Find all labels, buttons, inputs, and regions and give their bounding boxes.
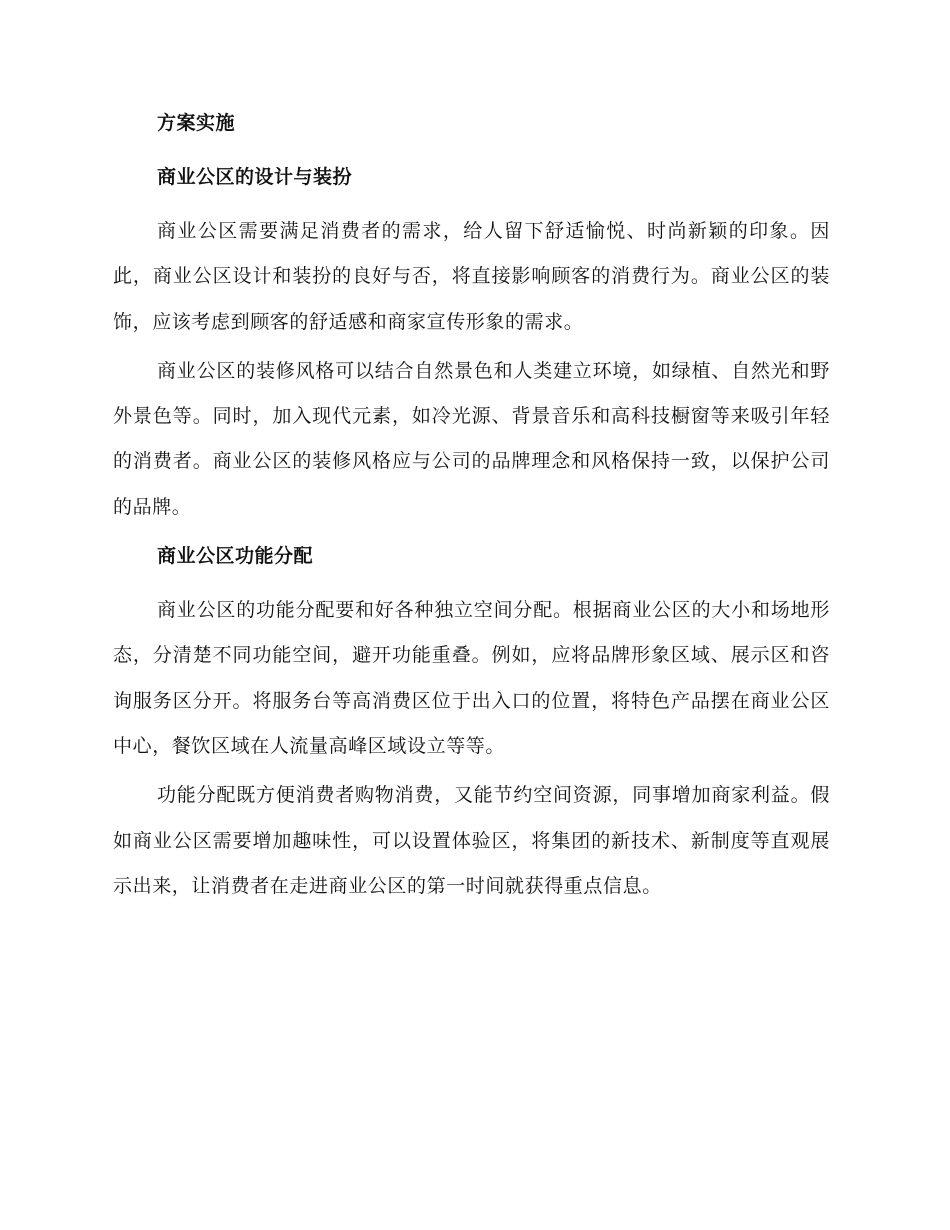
- paragraph-function-2: 功能分配既方便消费者购物消费，又能节约空间资源，同事增加商家利益。假如商业公区需要增加趣味性，可以设置体验区，将集团的新技术、新制度等直观展示出来，让消费者在走进商业公区的第一时间就获得重点信息。: [113, 784, 830, 897]
- paragraph-design-2: 商业公区的装修风格可以结合自然景色和人类建立环境，如绿植、自然光和野外景色等。同时，加入现代元素，如冷光源、背景音乐和高科技橱窗等来吸引年轻的消费者。商业公区的装修风格应与公司的品牌理念和风格保持一致，以保护公司的品牌。: [113, 359, 830, 518]
- subsection-title-function: 商业公区功能分配: [157, 545, 314, 568]
- subsection-title-design: 商业公区的设计与装扮: [157, 166, 353, 188]
- paragraph-design-1: 商业公区需要满足消费者的需求，给人留下舒适愉悦、时尚新颖的印象。因此，商业公区设计和装扮的良好与否，将直接影响顾客的消费行为。商业公区的装饰，应该考虑到顾客的舒适感和商家宣传形象的需求。: [113, 220, 830, 333]
- section-title: 方案实施: [157, 112, 236, 134]
- document-body: [113, 108, 830, 920]
- paragraph-function-1: 商业公区的功能分配要和好各种独立空间分配。根据商业公区的大小和场地形态，分清楚不同功能空间，避开功能重叠。例如，应将品牌形象区域、展示区和咨询服务区分开。将服务台等高消费区位于出入口的位置，将特色产品摆在商业公区中心，餐饮区域在人流量高峰区域设立等等。: [113, 599, 830, 757]
